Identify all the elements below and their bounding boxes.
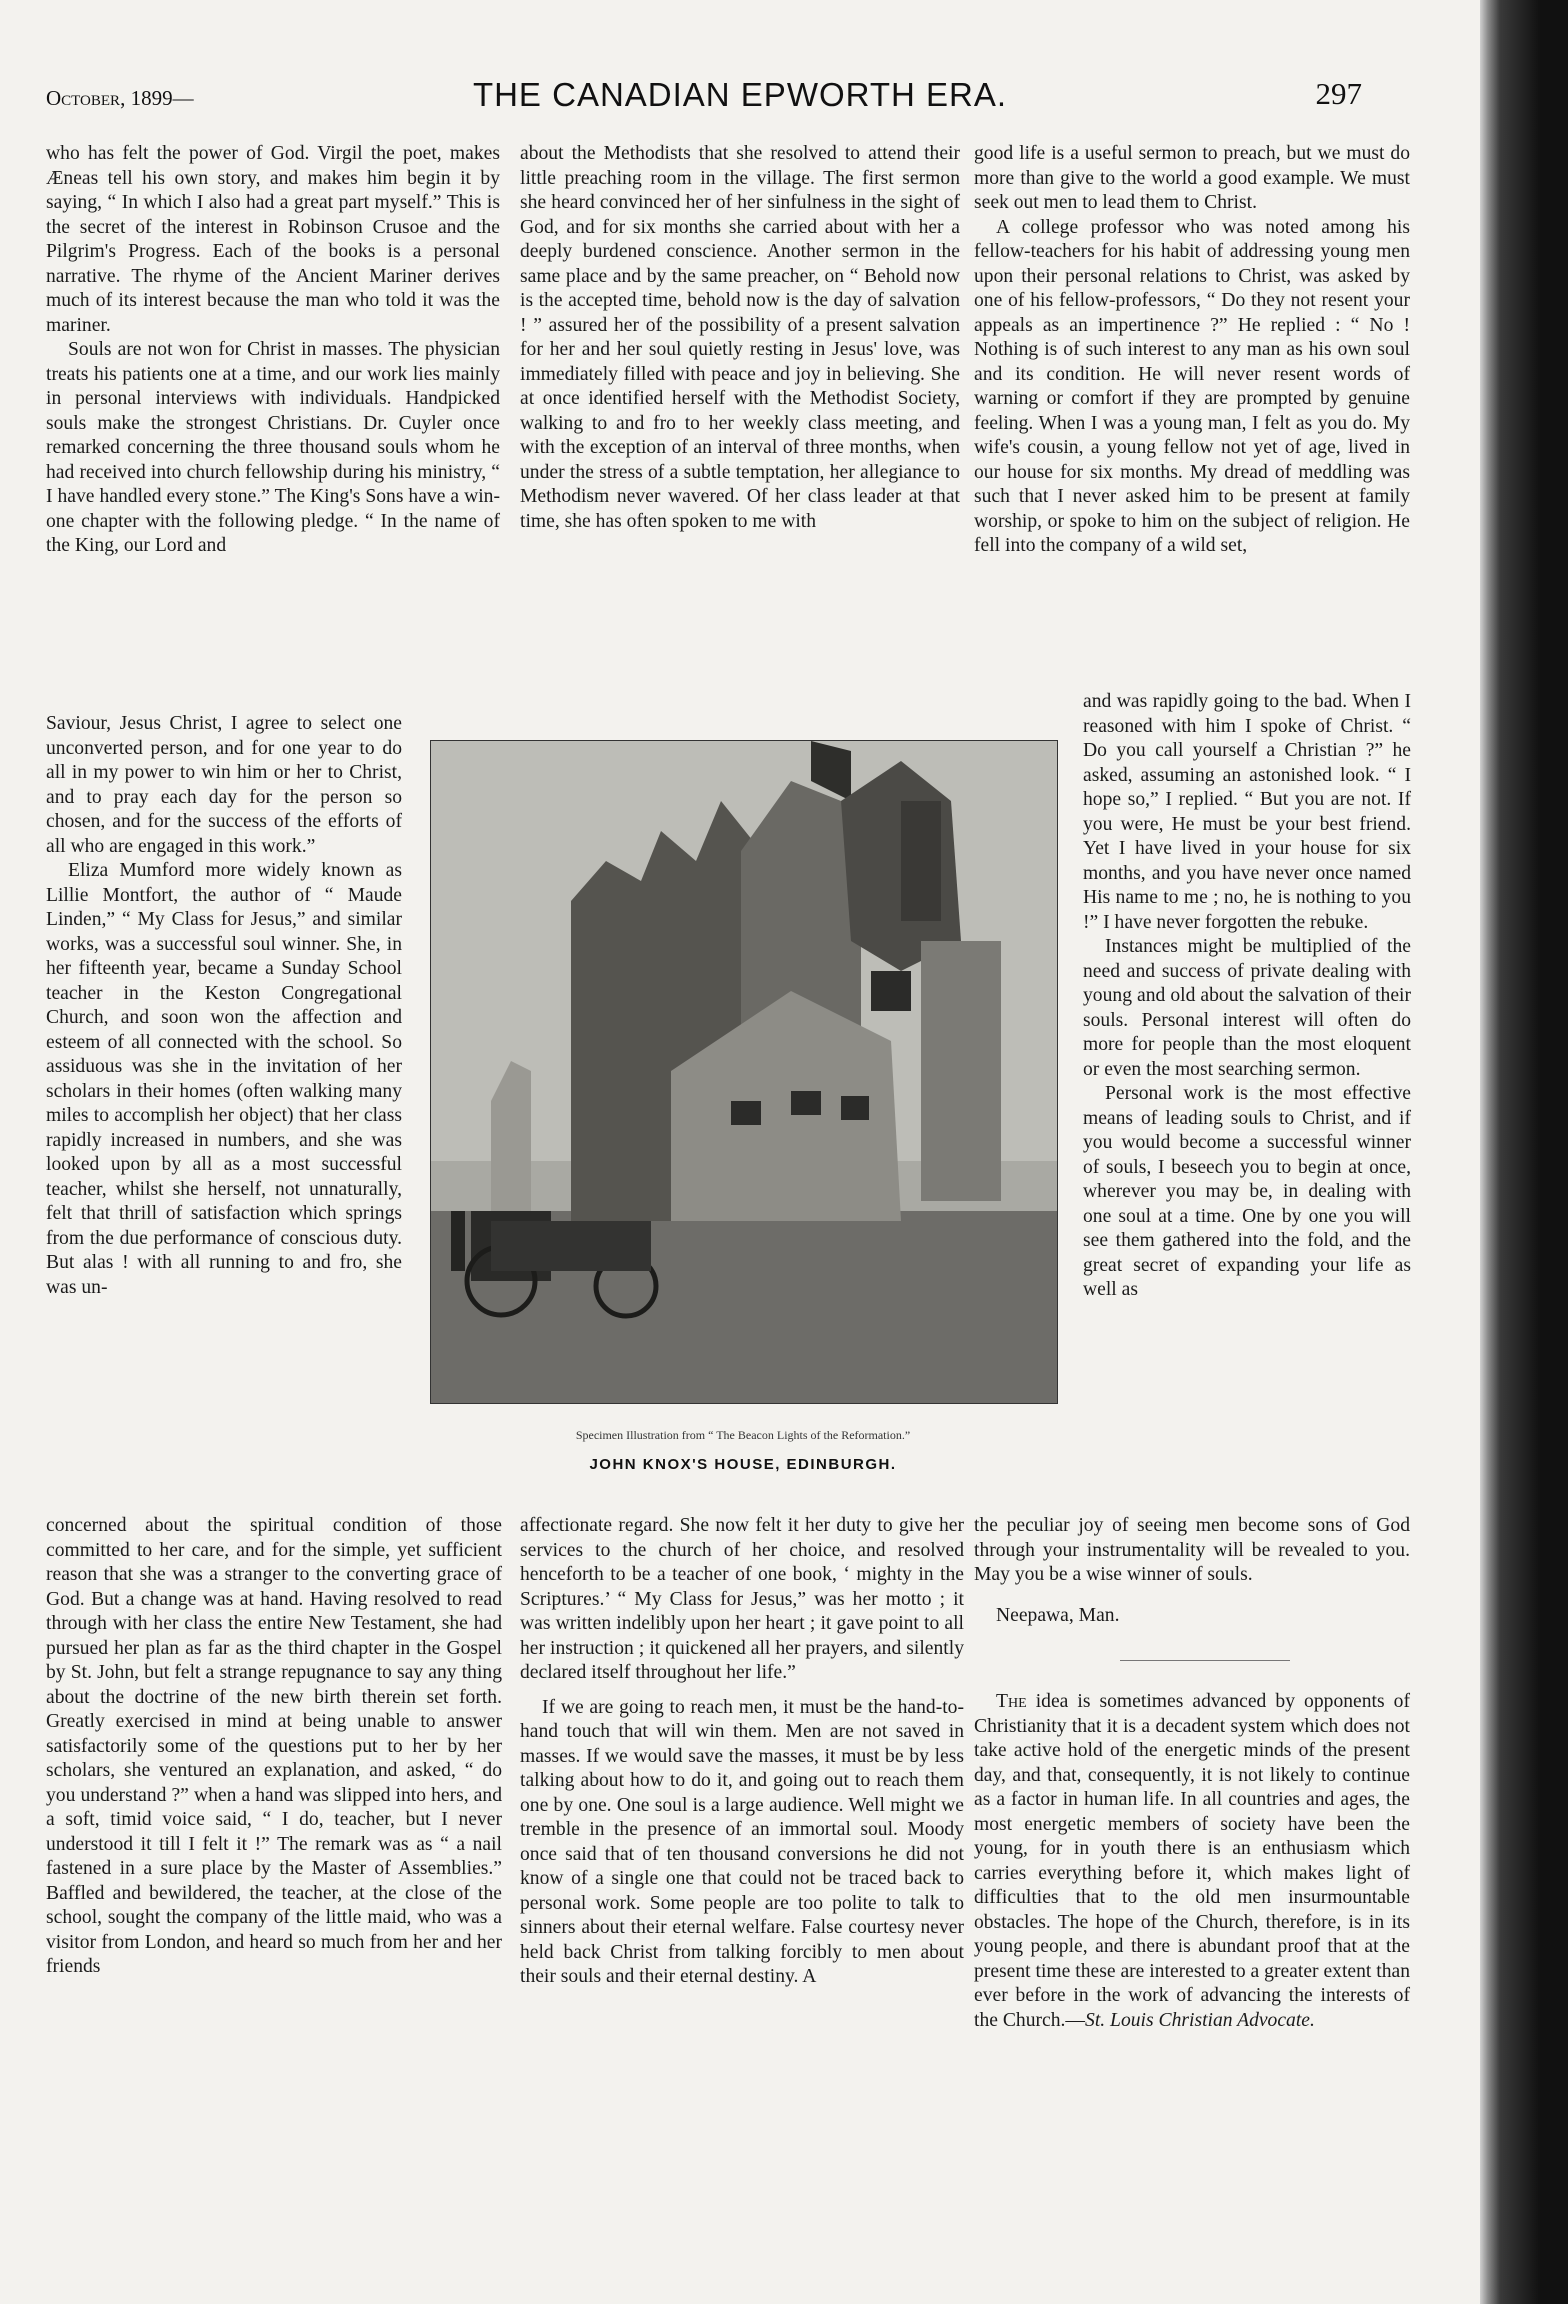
paragraph: Eliza Mumford more widely known as Lillie Montfort, the author of “ Maude Linden,” “ My Class for Jesus,” and similar works, was a successful soul winner. She, in her fifteenth year, became a Sunday School teacher in the Keston Congregational Church, and soon won the affection and esteem of all connected with the school. So assiduous was she in the invitation of her scholars in their homes (often walking many miles to accomplish her object) that her class rapidly increased in numbers, and she was looked upon by all as a most successful teacher, whilst she herself, not unnaturally, felt that thrill of satisfaction which springs from the due performance of conscious duty. But alas ! with all running to and fro, she was un- (46, 860, 402, 1298)
paragraph: Instances might be multiplied of the need and success of private dealing with young and old about the salvation of their souls. Personal interest will often do more for people than the most eloquent or even the most searching sermon. (1083, 936, 1411, 1080)
column3-narrow (1083, 690, 1411, 1303)
paragraph (974, 1690, 1410, 2033)
column3-top (974, 142, 1410, 559)
book-edge (1480, 0, 1568, 2304)
column3-bottom (974, 1514, 1410, 2033)
paragraph-body: idea is sometimes advanced by opponents of Christianity that it is a decadent system which does not take active hold of the energetic minds of the present day, and that, consequently, it is not likely to continue as a factor in human life. In all countries and ages, the most energetic members of society have been the young, for in youth there is an enthusiasm which carries everything before it, which makes light of difficulties that to the old men insurmountable obstacles. The hope of the Church, therefore, is in its young people, and there is abundant proof that at the present time these are interested to a greater extent than ever before in the work of advancing the interests of the Church.— (974, 1691, 1410, 2031)
paragraph: and was rapidly going to the bad. When I reasoned with him I spoke of Christ. “ Do you call yourself a Christian ?” he asked, assuming an astonished look. “ I hope so,” I replied. “ But you are not. If you were, He must be your best friend. Yet I have lived in your house for six months, and you have never once named His name to me ; no, he is nothing to you !” I have never forgotten the rebuke. (1083, 691, 1411, 933)
paragraph: good life is a useful sermon to preach, but we must do more than give to the world a good example. We must seek out men to lead them to Christ. (974, 143, 1410, 213)
column1-top (46, 142, 500, 559)
paragraph: about the Methodists that she resolved to attend their little preaching room in the village. The first sermon she heard convinced her of her sinfulness in the sight of God, and for six months she carried about with her a deeply burdened conscience. Another sermon in the same place and by the same preacher, on “ Behold now is the accepted time, behold now is the day of salvation ! ” assured her of the possibility of a present salvation for her and her soul quietly resting in Jesus' love, was immediately filled with peace and joy in believing. She at once identified herself with the Methodist Society, walking to and fro to her weekly class meeting, and with the exception of an interval of three months, when under the stress of a subtle temptation, her allegiance to Methodism never wavered. Of her class leader at that time, she has often spoken to me with (520, 143, 960, 532)
paragraph: the peculiar joy of seeing men become sons of God through your instrumentality will be revealed to you. May you be a wise winner of souls. (974, 1515, 1410, 1585)
column1-bottom (46, 1514, 502, 1980)
header-title: THE CANADIAN EPWORTH ERA. (472, 76, 1008, 113)
column1-narrow (46, 712, 402, 1300)
page-number: 297 (1315, 76, 1362, 111)
paragraph: concerned about the spiritual condition of those committed to her care, and for the simple, yet sufficient reason that she was a stranger to the converting grace of God. But a change was at hand. Having resolved to read through with her class the entire New Testament, she had pursued her plan as far as the third chapter in the Gospel by St. John, but felt a strange repugnance to say any thing about the doctrine of the new birth therein set forth. Greatly exercised in mind at being unable to answer satisfactorily some of the questions put to her by her scholars, she ventured an explanation, and asked, “ do you understand ?” when a hand was slipped into hers, and a soft, timid voice said, “ I do, teacher, but I never understood it till I felt it !” The remark was as “ a nail fastened in a sure place by the Master of Assemblies.” Baffled and bewildered, the teacher, at the close of the school, sought the company of the little maid, who was a visitor from London, and heard so much from her and her friends (46, 1515, 502, 1977)
paragraph: Personal work is the most effective means of leading souls to Christ, and if you would become a successful winner of souls, I beseech you to begin at once, wherever you may be, in dealing with one soul at a time. One by one you will see them gathered into the fold, and the great secret of expanding your life as well as (1083, 1083, 1411, 1300)
paragraph: affectionate regard. She now felt it her duty to give her services to the church of her choice, and resolved henceforth to be a teacher of one book, ‘ mighty in the Scriptures.’ “ My Class for Jesus,” was her motto ; it was written indelibly upon her heart ; it gave point to all her instruction ; it quickened all her prayers, and silently declared itself throughout her life.” (520, 1515, 964, 1683)
section-divider (1120, 1660, 1290, 1661)
figure-caption: JOHN KNOX'S HOUSE, EDINBURGH. (589, 1456, 897, 1473)
paragraph: who has felt the power of God. Virgil the poet, makes Æneas tell his own story, and makes him begin it by saying, “ In which I also had a great part myself.” This is the secret of the interest in Robinson Crusoe and the Pilgrim's Progress. Each of the books is a personal narrative. The rhyme of the Ancient Mariner derives much of its interest because the man who told it was the mariner. (46, 143, 500, 336)
header-date: October, 1899— (46, 86, 194, 110)
column2-bottom (520, 1514, 964, 1990)
column2-top (520, 142, 960, 534)
paragraph: If we are going to reach men, it must be the hand-to-hand touch that will win them. Men are not saved in masses. If we would save the masses, it must be by less talking about how to do it, and going out to reach them one by one. One soul is a large audience. Well might we tremble in the presence of an immortal soul. Moody once said that of ten thousand conversions he did not know of a single one that could not be traced back to personal work. Some people are too polite to talk to sinners about their eternal welfare. False courtesy never held back Christ from talking forcibly to men about their souls and their eternal destiny. A (520, 1696, 964, 1987)
figure-credit: Specimen Illustration from “ The Beacon Lights of the Reformation.” (575, 1428, 911, 1442)
drop-word: The (996, 1691, 1027, 1712)
photo-illustration (431, 741, 1057, 1403)
paragraph: Saviour, Jesus Christ, I agree to select one unconverted person, and for one year to do all in my power to win him or her to Christ, and to pray each day for the person so chosen, and for the success of the efforts of all who are engaged in this work.” (46, 713, 402, 857)
paragraph: A college professor who was noted among his fellow-teachers for his habit of addressing young men upon their personal relations to Christ, was asked by one of his fellow-professors, “ Do they not resent your appeals as an impertinence ?” He replied : “ No ! Nothing is of such interest to any man as his own soul and its condition. He will never resent words of warning or comfort if they are prompted by genuine feeling. When I was a young man, I felt as you do. My wife's cousin, a young fellow not yet of age, lived in our house for six months. My dread of meddling was such that I never asked him to be present at family worship, or spoke to him on the subject of religion. He fell into the company of a wild set, (974, 216, 1410, 556)
paragraph: Souls are not won for Christ in masses. The physician treats his patients one at a time, and our work lies mainly in personal interviews with individuals. Handpicked souls make the strongest Christians. Dr. Cuyler once remarked concerning the three thousand souls whom he had received into church fellowship during his ministry, “ I have handled every stone.” The King's Sons have a win-one chapter with the following pledge. “ In the name of the King, our Lord and (46, 339, 500, 556)
signature: Neepawa, Man. (996, 1604, 1120, 1626)
source-citation: St. Louis Christian Advocate. (1085, 2009, 1315, 2031)
photo-john-knox-house (430, 740, 1058, 1404)
